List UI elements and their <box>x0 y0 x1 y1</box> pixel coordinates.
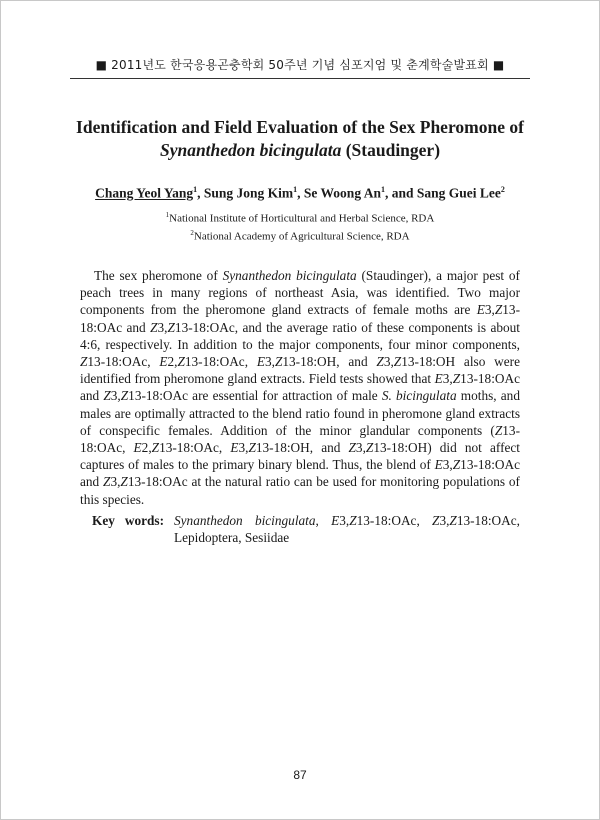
text-run: 13-18:OAc at the natural ratio can be used for monitoring populations of this species. <box>80 474 520 507</box>
author-name: Se Woong An <box>303 185 381 201</box>
text-run: moths, and males are optimally attracted to the blend ratio found in pheromone gland extracts of conspecific females. Addition of the minor glandular components ( <box>80 388 520 438</box>
italic-term: Z <box>452 371 461 387</box>
italic-term: E <box>133 440 142 456</box>
text-run: 13-18:OAc, Lepidoptera, Sesiidae <box>174 513 520 546</box>
italic-term: Z <box>151 440 160 456</box>
title-species: Synanthedon bicingulata <box>159 140 342 160</box>
affiliation-line <box>60 208 540 226</box>
affiliations <box>60 208 540 243</box>
italic-term: E <box>434 371 443 387</box>
keywords-text <box>174 512 520 546</box>
title-line-2 <box>60 139 540 162</box>
author-list <box>60 185 540 202</box>
text-run: 3, <box>110 388 121 404</box>
italic-term: Z <box>103 474 111 490</box>
text-run: The sex pheromone of <box>94 268 223 283</box>
text-run: 3, <box>383 354 394 370</box>
abstract-paragraph <box>80 267 520 508</box>
italic-term: E <box>434 457 443 473</box>
text-run: 3, <box>110 474 121 490</box>
italic-term: Z <box>393 354 402 370</box>
title-authority: (Staudinger) <box>341 140 441 160</box>
keywords-label: Key words: <box>92 513 165 528</box>
author-affil-mark: 1 <box>380 185 385 194</box>
text-run: 3, <box>355 440 366 456</box>
text-run: 3, <box>339 513 350 528</box>
italic-term: Z <box>150 319 158 335</box>
text-run: 13-18:OAc and <box>80 371 520 404</box>
italic-term: Z <box>452 457 461 473</box>
text-run: 13-18:OAc, and the average ratio of these components is about 4:6, respectively. In addition to the major components, four minor components, <box>80 319 520 352</box>
text-run: 13-18:OH, and <box>282 354 377 370</box>
text-run: 13-18:OAc, <box>184 354 257 370</box>
text-run: 13-18:OAc, <box>80 422 520 456</box>
text-run: 13-18:OH) did not affect captures of males to the primary binary blend. Thus, the blend of <box>80 440 520 473</box>
italic-term: Z <box>449 513 457 528</box>
italic-term: Z <box>167 319 175 335</box>
text-run: 13-18:OAc and <box>80 302 520 335</box>
italic-term: Z <box>349 513 357 528</box>
italic-term: Z <box>348 440 356 456</box>
affiliation-line <box>60 226 540 244</box>
text-run: (Staudinger), a major pest of peach trees in many regions of northeast Asia, was identified. Two major components from the pheromone gland extracts of female moths are <box>80 268 520 318</box>
italic-term: Z <box>120 388 129 404</box>
italic-term: Z <box>103 388 111 404</box>
italic-term: Z <box>432 513 440 528</box>
italic-term: S. bicingulata <box>381 388 457 404</box>
affiliation-text: National Institute of Horticultural and Herbal Science, RDA <box>169 212 435 225</box>
italic-term: Z <box>376 354 384 370</box>
italic-term: E <box>256 354 265 370</box>
text-run: 2, <box>141 440 152 456</box>
italic-term: E <box>230 440 239 456</box>
italic-term: Z <box>494 422 503 438</box>
italic-term: Z <box>274 354 283 370</box>
text-run: 3, <box>484 302 495 318</box>
italic-term: E <box>159 354 168 370</box>
text-run: 13-18:OAc and <box>80 457 520 490</box>
paper-title <box>60 116 540 162</box>
page-number: 87 <box>293 768 307 782</box>
italic-term: E <box>476 302 485 318</box>
text-run: 3, <box>238 440 249 456</box>
author-separator: , <box>197 185 204 201</box>
text-run: 13-18:OAc are essential for attraction of male <box>128 388 382 404</box>
text-run: 13-18:OAc, <box>159 440 231 456</box>
affiliation-number: 1 <box>165 211 170 219</box>
italic-term: Z <box>494 302 503 318</box>
author-affil-mark: 1 <box>293 185 298 194</box>
text-run: , <box>315 513 332 528</box>
affiliation-number: 2 <box>190 228 194 237</box>
title-line-1: Identification and Field Evaluation of the Sex Pheromone of <box>76 117 524 137</box>
author-separator: , and <box>384 185 417 201</box>
header-divider <box>70 78 530 79</box>
text-run: 3, <box>264 354 275 370</box>
italic-term: Z <box>120 474 128 490</box>
affiliation-text: National Academy of Agricultural Science, RDA <box>193 230 410 243</box>
author-affil-mark: 2 <box>500 185 505 194</box>
italic-term: Z <box>365 440 374 456</box>
italic-term: Z <box>80 354 88 370</box>
text-run: 2, <box>167 354 178 370</box>
author-affil-mark: 1 <box>193 185 198 194</box>
text-run: 3, <box>442 371 453 387</box>
author-name: Chang Yeol Yang <box>95 185 194 201</box>
conference-header: ■ 2011년도 한국응용곤충학회 50주년 기념 심포지엄 및 춘계학술발표회 ■ <box>95 58 505 72</box>
keywords-block <box>92 512 520 546</box>
text-run: 13-18:OAc, <box>87 354 160 370</box>
text-run: 13-18:OAc, <box>356 513 433 528</box>
italic-term: E <box>331 513 340 528</box>
italic-term: Z <box>177 354 185 370</box>
italic-term: Synanthedon bicingulata <box>222 268 357 283</box>
text-run: 13-18:OH also were identified from pheromone gland extracts. Field tests showed that <box>80 354 520 387</box>
author-name: Sung Jong Kim <box>203 185 294 201</box>
text-run: 3, <box>442 457 453 473</box>
author-separator: , <box>297 185 304 201</box>
text-run: 13-18:OH, and <box>255 440 349 456</box>
text-run: 3, <box>157 319 168 335</box>
italic-term: Synanthedon bicingulata <box>174 513 316 528</box>
text-run: 3, <box>439 513 450 528</box>
italic-term: Z <box>248 440 256 456</box>
author-name: Sang Guei Lee <box>416 185 501 201</box>
